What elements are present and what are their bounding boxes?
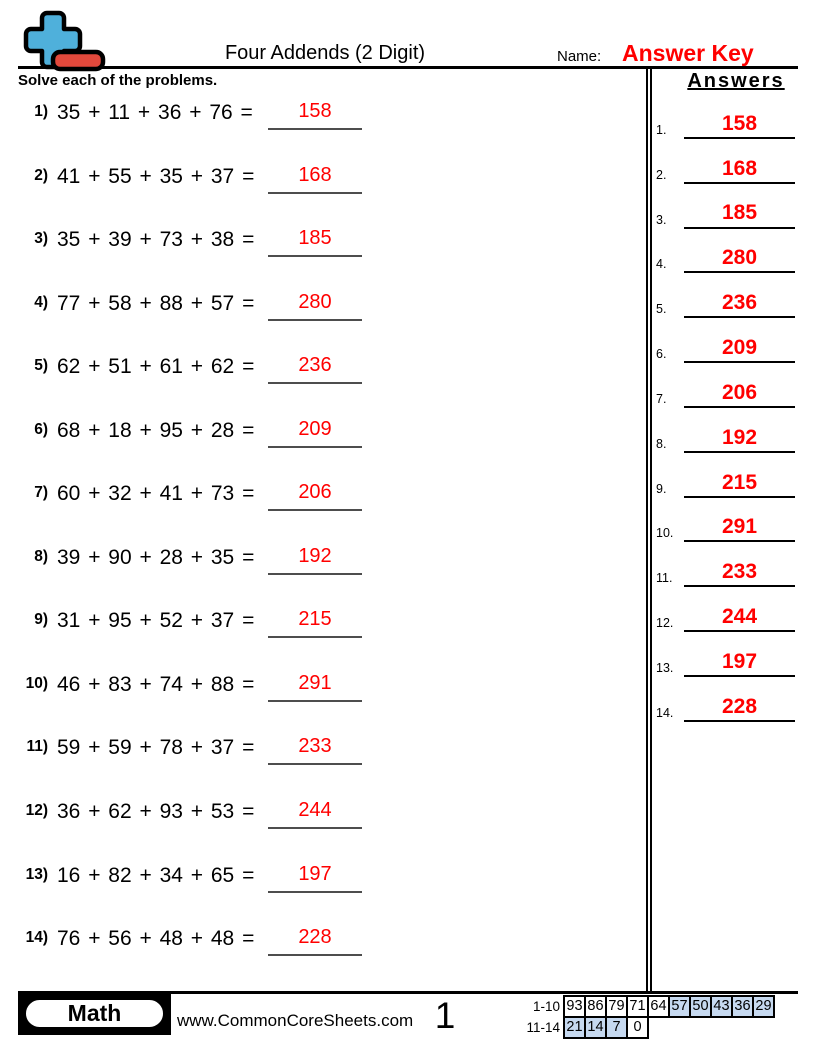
answer-number: 2.: [656, 167, 667, 182]
answer-value: 236: [684, 292, 795, 318]
problem-number: 1): [34, 103, 48, 120]
answers-column-title: Answers: [687, 70, 785, 92]
answer-number: 13.: [656, 660, 674, 675]
answer-value: 291: [684, 516, 795, 542]
answer-value: 192: [684, 427, 795, 453]
problem-answer-blank: 192: [268, 546, 362, 575]
grading-cell: 57: [668, 995, 691, 1018]
problem-expression: 41 + 55 + 35 + 37 =: [57, 164, 255, 188]
answer-value: 280: [684, 247, 795, 273]
grading-cell: 43: [710, 995, 733, 1018]
answer-value: 228: [684, 696, 795, 722]
problem-answer-blank: 215: [268, 609, 362, 638]
problem-number: 9): [34, 611, 48, 629]
name-label: Name:: [557, 48, 602, 65]
answer-value: 244: [684, 606, 795, 632]
answer-value: 209: [684, 337, 795, 363]
problem-expression: 46 + 83 + 74 + 88 =: [57, 672, 255, 696]
answer-row: [650, 456, 798, 501]
problem-number: 11): [26, 738, 48, 756]
problem-number: 3): [34, 230, 48, 248]
website-text: www.CommonCoreSheets.com: [177, 1011, 414, 1030]
problem-row: [18, 736, 642, 800]
answer-row: [650, 142, 798, 187]
answer-value: 168: [684, 158, 795, 184]
problem-row: [18, 609, 642, 673]
problem-number: 5): [34, 357, 48, 375]
problem-row: [18, 355, 642, 419]
answer-row: [650, 232, 798, 277]
problem-row: [18, 927, 642, 991]
grading-row: [521, 1016, 775, 1039]
instructions-text: Solve each of the problems.: [18, 72, 218, 89]
grading-row-label: 1-10: [532, 999, 560, 1014]
answer-row: [650, 97, 798, 142]
answer-number: 8.: [656, 436, 667, 451]
problem-number: 12): [25, 802, 48, 820]
problem-answer-blank: 185: [268, 228, 362, 257]
grading-row: [521, 995, 775, 1018]
answer-row: [650, 635, 798, 680]
grading-cell: 21: [563, 1016, 586, 1039]
grading-row-label: 11-14: [526, 1020, 560, 1035]
grading-cell: 93: [563, 995, 586, 1018]
problem-answer-blank: 206: [268, 482, 362, 511]
problem-expression: 68 + 18 + 95 + 28 =: [57, 418, 255, 442]
problem-answer-blank: 244: [268, 800, 362, 829]
problem-expression: 35 + 11 + 36 + 76 =: [57, 101, 253, 124]
answer-value: 185: [684, 202, 795, 228]
problem-expression: 35 + 39 + 73 + 38 =: [57, 228, 255, 252]
answer-value: 233: [684, 561, 795, 587]
answer-number: 4.: [656, 257, 667, 272]
answer-row: [650, 321, 798, 366]
problems-list: [18, 101, 642, 991]
grading-cell: 29: [752, 995, 775, 1018]
answer-number: 11.: [656, 571, 673, 586]
problem-expression: 31 + 95 + 52 + 37 =: [57, 609, 255, 633]
answer-number: 6.: [656, 347, 667, 362]
grading-cell: 0: [626, 1016, 649, 1039]
answer-value: 158: [684, 113, 795, 139]
answer-value: 197: [684, 651, 795, 677]
grading-cell: 71: [626, 995, 649, 1018]
plus-minus-logo-icon: [22, 10, 114, 76]
problem-number: 6): [34, 420, 48, 438]
problem-row: [18, 165, 642, 229]
problem-expression: 36 + 62 + 93 + 53 =: [57, 800, 255, 824]
problem-expression: 16 + 82 + 34 + 65 =: [57, 863, 255, 887]
problem-answer-blank: 158: [268, 101, 362, 130]
answer-row: [650, 411, 798, 456]
problem-row: [18, 292, 642, 356]
worksheet-title: Four Addends (2 Digit): [224, 42, 426, 64]
page-number: 1: [434, 995, 456, 1036]
problem-number: 14): [25, 929, 48, 947]
problem-number: 10): [25, 674, 48, 692]
answer-number: 10.: [656, 526, 674, 541]
answer-row: [650, 590, 798, 635]
answer-number: 1.: [656, 122, 667, 137]
answer-row: [650, 276, 798, 321]
answer-number: 12.: [656, 616, 674, 631]
grading-cell: 64: [647, 995, 670, 1018]
problem-number: 2): [34, 166, 48, 184]
problem-expression: 77 + 58 + 88 + 57 =: [57, 291, 255, 315]
answer-number: 9.: [656, 481, 667, 496]
problem-answer-blank: 291: [268, 673, 362, 702]
problem-answer-blank: 233: [268, 736, 362, 765]
problem-answer-blank: 280: [268, 292, 362, 321]
answer-number: 5.: [656, 302, 667, 317]
problem-row: [18, 419, 642, 483]
problem-number: 4): [34, 293, 48, 311]
problem-row: [18, 864, 642, 928]
answer-row: [650, 680, 798, 725]
problem-expression: 60 + 32 + 41 + 73 =: [57, 482, 255, 506]
grading-cell: 79: [605, 995, 628, 1018]
answer-value: 206: [684, 382, 795, 408]
grading-cell: 36: [731, 995, 754, 1018]
answer-number: 7.: [656, 391, 667, 406]
answer-key-text: Answer Key: [622, 40, 754, 66]
problem-answer-blank: 197: [268, 864, 362, 893]
grading-cell: 50: [689, 995, 712, 1018]
problem-answer-blank: 236: [268, 355, 362, 384]
problem-number: 8): [34, 547, 48, 565]
problem-expression: 62 + 51 + 61 + 62 =: [57, 355, 255, 379]
problem-row: [18, 228, 642, 292]
answer-row: [650, 187, 798, 232]
problem-answer-blank: 209: [268, 419, 362, 448]
problem-number: 13): [25, 865, 48, 883]
answer-value: 215: [684, 472, 795, 498]
grading-cell: 7: [605, 1016, 628, 1039]
subject-badge-label: Math: [24, 998, 165, 1029]
problem-answer-blank: 168: [268, 165, 362, 194]
grading-chart: [521, 995, 775, 1039]
problem-expression: 39 + 90 + 28 + 35 =: [57, 545, 255, 569]
grading-cell: 14: [584, 1016, 607, 1039]
problem-row: [18, 546, 642, 610]
problem-row: [18, 673, 642, 737]
subject-badge: [18, 993, 171, 1035]
problem-expression: 76 + 56 + 48 + 48 =: [57, 927, 255, 951]
answers-list: [650, 97, 798, 725]
problem-row: [18, 800, 642, 864]
problem-expression: 59 + 59 + 78 + 37 =: [57, 736, 255, 760]
answer-number: 14.: [656, 705, 674, 720]
problem-number: 7): [34, 484, 48, 502]
answer-row: [650, 366, 798, 411]
problem-row: [18, 482, 642, 546]
answer-row: [650, 545, 798, 590]
header-divider: [18, 66, 798, 69]
answer-number: 3.: [656, 212, 667, 227]
problem-answer-blank: 228: [268, 927, 362, 956]
problem-row: [18, 101, 642, 165]
grading-cell: 86: [584, 995, 607, 1018]
answer-row: [650, 501, 798, 546]
